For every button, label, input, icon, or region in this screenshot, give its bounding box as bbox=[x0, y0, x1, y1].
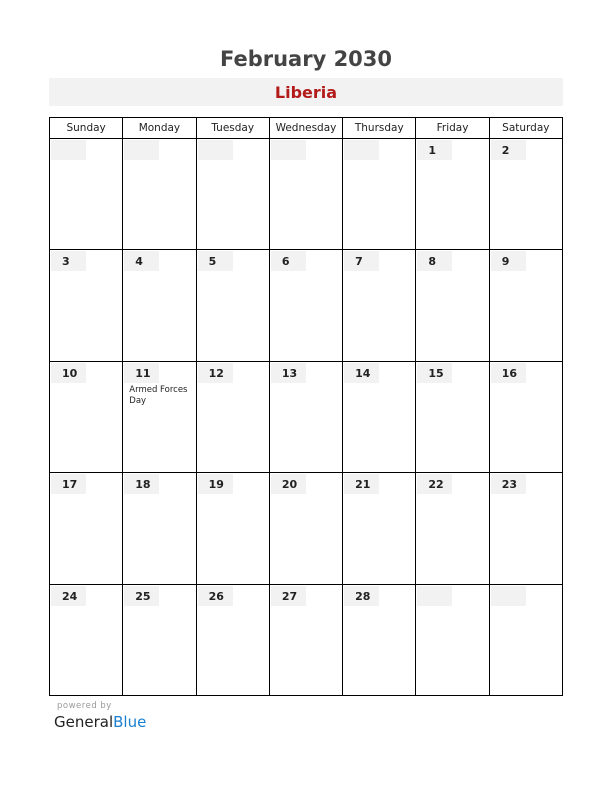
day-number bbox=[344, 140, 379, 160]
day-cell-17 bbox=[50, 473, 123, 583]
day-cell-empty bbox=[50, 139, 123, 249]
day-number: 10 bbox=[51, 363, 86, 383]
day-cell-21 bbox=[343, 473, 416, 583]
calendar-weeks bbox=[50, 139, 562, 696]
weekday-header-sunday: Sunday bbox=[50, 118, 123, 138]
day-cell-10 bbox=[50, 362, 123, 472]
page-title: February 2030 bbox=[219, 47, 393, 71]
day-number: 25 bbox=[124, 586, 159, 606]
country-banner bbox=[49, 78, 563, 106]
weekday-header-friday: Friday bbox=[416, 118, 489, 138]
day-cell-empty bbox=[270, 139, 343, 249]
day-cell-empty bbox=[343, 139, 416, 249]
day-cell-4 bbox=[123, 250, 196, 360]
day-number: 20 bbox=[271, 474, 306, 494]
logo-general-text: General bbox=[54, 713, 114, 731]
day-cell-27 bbox=[270, 585, 343, 696]
day-cell-14 bbox=[343, 362, 416, 472]
week-row bbox=[50, 585, 562, 696]
day-number: 15 bbox=[417, 363, 452, 383]
week-row bbox=[50, 139, 562, 250]
day-number: 17 bbox=[51, 474, 86, 494]
day-cell-18 bbox=[123, 473, 196, 583]
day-number bbox=[124, 140, 159, 160]
day-cell-5 bbox=[197, 250, 270, 360]
day-number bbox=[491, 586, 526, 606]
day-number: 12 bbox=[198, 363, 233, 383]
day-cell-7 bbox=[343, 250, 416, 360]
day-number: 19 bbox=[198, 474, 233, 494]
day-cell-1 bbox=[416, 139, 489, 249]
day-number: 4 bbox=[124, 251, 159, 271]
day-number bbox=[271, 140, 306, 160]
weekday-header-saturday: Saturday bbox=[502, 122, 550, 134]
day-number: 21 bbox=[344, 474, 379, 494]
day-cell-11 bbox=[123, 362, 196, 472]
logo-blue-text: Blue bbox=[113, 713, 147, 731]
day-cell-15 bbox=[416, 362, 489, 472]
day-cell-23 bbox=[490, 473, 562, 583]
day-cell-19 bbox=[197, 473, 270, 583]
day-number: 11 bbox=[124, 363, 159, 383]
day-number: 16 bbox=[491, 363, 526, 383]
day-number: 8 bbox=[417, 251, 452, 271]
weekday-header-monday: Monday bbox=[123, 118, 196, 138]
day-number: 2 bbox=[491, 140, 526, 160]
day-number: 9 bbox=[491, 251, 526, 271]
day-number: 7 bbox=[344, 251, 379, 271]
day-cell-6 bbox=[270, 250, 343, 360]
calendar-grid bbox=[49, 117, 563, 696]
weekday-header-tuesday: Tuesday bbox=[197, 118, 270, 138]
day-cell-9 bbox=[490, 250, 562, 360]
holiday-label: Armed Forces Day bbox=[129, 384, 188, 406]
powered-by-text: powered by bbox=[57, 701, 112, 711]
day-number: 26 bbox=[198, 586, 233, 606]
week-row bbox=[50, 473, 562, 584]
day-cell-3 bbox=[50, 250, 123, 360]
day-number: 13 bbox=[271, 363, 306, 383]
day-cell-20 bbox=[270, 473, 343, 583]
day-cell-2 bbox=[490, 139, 562, 249]
day-cell-28 bbox=[343, 585, 416, 696]
generalblue-logo[interactable] bbox=[54, 713, 146, 731]
day-cell-8 bbox=[416, 250, 489, 360]
weekday-header-wednesday: Wednesday bbox=[270, 118, 343, 138]
day-cell-empty bbox=[197, 139, 270, 249]
week-row bbox=[50, 362, 562, 473]
day-cell-empty bbox=[416, 585, 489, 696]
day-number: 18 bbox=[124, 474, 159, 494]
day-number bbox=[51, 140, 86, 160]
day-cell-empty bbox=[123, 139, 196, 249]
day-number: 27 bbox=[271, 586, 306, 606]
weekday-header-thursday: Thursday bbox=[343, 118, 416, 138]
day-number bbox=[417, 586, 452, 606]
day-number: 23 bbox=[491, 474, 526, 494]
day-cell-24 bbox=[50, 585, 123, 696]
day-number: 22 bbox=[417, 474, 452, 494]
day-cell-16 bbox=[490, 362, 562, 472]
day-cell-12 bbox=[197, 362, 270, 472]
day-number: 3 bbox=[51, 251, 86, 271]
day-number: 1 bbox=[417, 140, 452, 160]
day-number: 28 bbox=[344, 586, 379, 606]
day-cell-25 bbox=[123, 585, 196, 696]
weekday-header-row bbox=[50, 118, 562, 139]
day-number: 24 bbox=[51, 586, 86, 606]
day-number: 14 bbox=[344, 363, 379, 383]
day-cell-13 bbox=[270, 362, 343, 472]
day-number bbox=[198, 140, 233, 160]
country-name: Liberia bbox=[274, 83, 338, 102]
day-cell-26 bbox=[197, 585, 270, 696]
week-row bbox=[50, 250, 562, 361]
day-number: 6 bbox=[271, 251, 306, 271]
day-cell-empty bbox=[490, 585, 562, 696]
day-number: 5 bbox=[198, 251, 233, 271]
day-cell-22 bbox=[416, 473, 489, 583]
